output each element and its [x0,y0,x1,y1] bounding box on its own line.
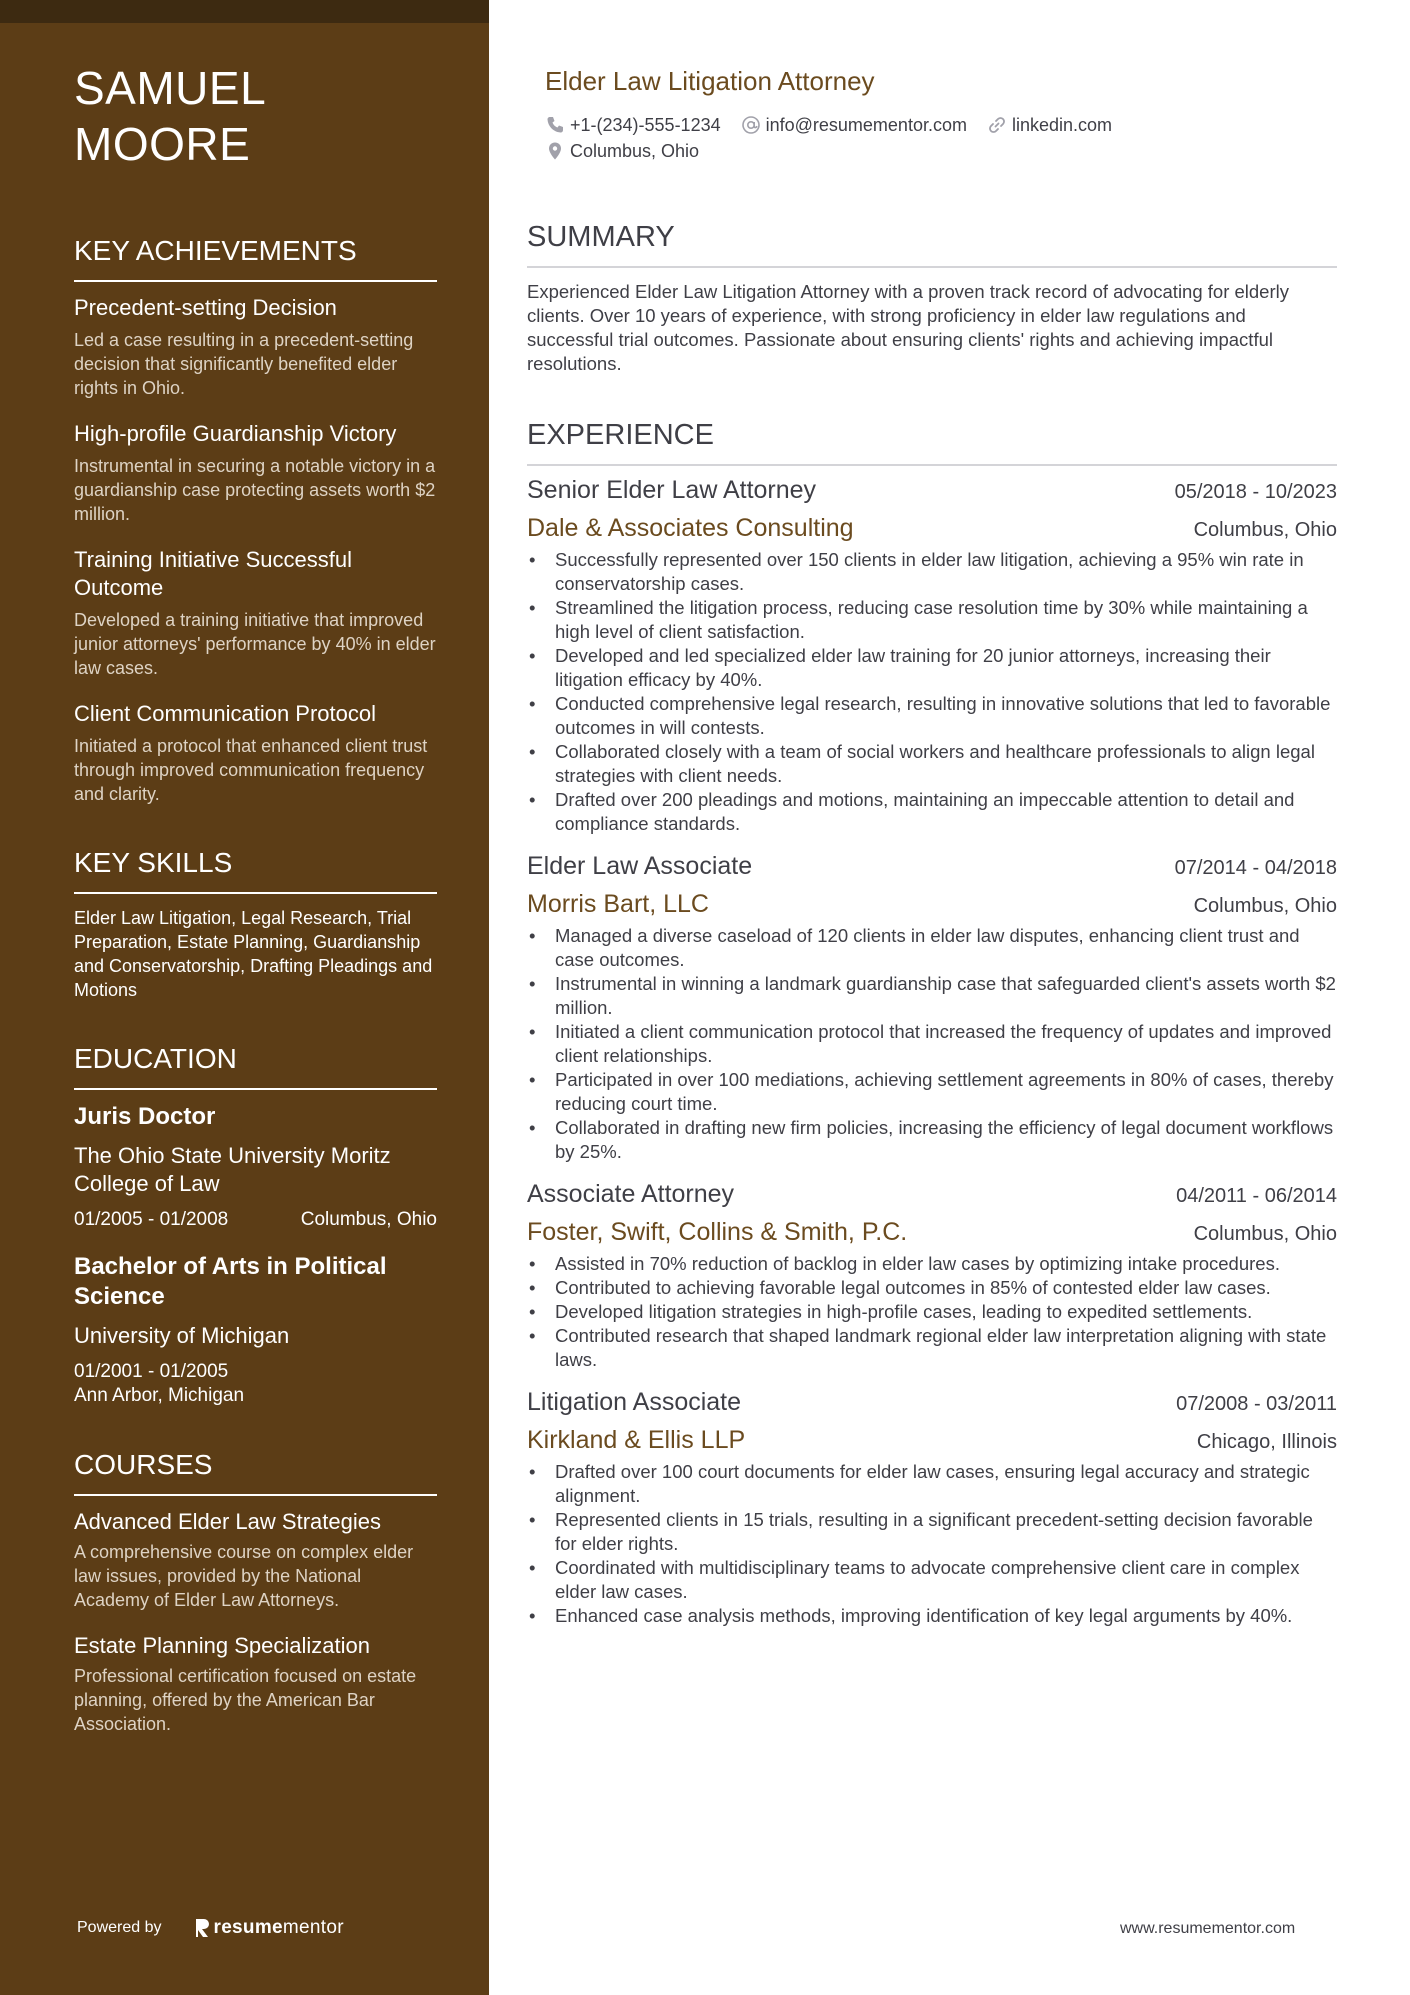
achievements-heading: KEY ACHIEVEMENTS [74,234,437,282]
job-header [527,1386,1337,1418]
job-dates: 07/2008 - 03/2011 [1176,1393,1337,1415]
main-content [527,220,1337,1628]
achievement-text: Developed a training initiative that improved junior attorneys' performance by 40% in elder law cases. [74,610,436,678]
summary-section [527,220,1337,376]
education-degree: Bachelor of Arts in Political Science [74,1253,387,1310]
job-subheader [527,1216,1337,1248]
achievement-title: Client Communication Protocol [74,701,377,726]
education-location: Ann Arbor, Michigan [74,1385,245,1406]
job-subheader [527,512,1337,544]
job-location: Columbus, Ohio [1193,519,1337,541]
job-bullet: • Assisted in 70% reduction of backlog in elder law cases by optimizing intake procedures. [527,1252,1337,1276]
job-bullet: • Conducted comprehensive legal research, resulting in innovative solutions that led to favorable outcomes in will contests. [527,692,1337,740]
experience-heading: EXPERIENCE [527,418,1337,466]
job-location: Columbus, Ohio [1193,895,1337,917]
phone-icon [545,115,565,135]
sidebar-top-bar [0,0,489,23]
summary-text: Experienced Elder Law Litigation Attorney with a proven track record of advocating for elderly clients. Over 10 years of experience, with strong proficiency in elder law regulations and successful trial outcomes. Passionate about ensuring clients' rights and achieving impactful resolutions. [527,281,1289,374]
job-bullet: • Initiated a client communication protocol that increased the frequency of updates and improved client relationships. [527,1020,1337,1068]
job-dates: 05/2018 - 10/2023 [1174,481,1337,503]
sidebar [0,0,489,1995]
achievement-item [74,546,437,680]
contact-row [545,112,1335,138]
job-entry [527,474,1337,836]
course-text: Professional certification focused on estate planning, offered by the American Bar Association. [74,1666,417,1734]
phone-text: +1-(234)-555-1234 [570,115,721,135]
job-subheader [527,1424,1337,1456]
achievement-item [74,294,437,400]
education-school: The Ohio State University Moritz College of Law [74,1143,391,1196]
job-role: Litigation Associate [527,1388,742,1416]
education-heading: EDUCATION [74,1042,437,1090]
courses-section [74,1448,437,1736]
job-location: Chicago, Illinois [1196,1431,1337,1453]
courses-heading: COURSES [74,1448,437,1496]
job-bullets [527,1460,1337,1628]
skills-heading: KEY SKILLS [74,846,437,894]
course-title: Advanced Elder Law Strategies [74,1509,381,1534]
course-text: A comprehensive course on complex elder law issues, provided by the National Academy of Elder Law Attorneys. [74,1542,414,1610]
education-item [74,1102,437,1232]
job-dates: 07/2014 - 04/2018 [1174,857,1337,879]
contact-row [545,138,1335,164]
contact-info [545,112,1335,164]
job-dates: 04/2011 - 06/2014 [1176,1185,1337,1207]
job-role: Senior Elder Law Attorney [527,476,817,504]
contact-email[interactable] [741,112,967,138]
job-bullet: • Developed and led specialized elder law training for 20 junior attorneys, increasing their litigation efficacy by 40%. [527,644,1337,692]
job-role: Elder Law Associate [527,852,753,880]
job-entry [527,1178,1337,1372]
achievement-text: Initiated a protocol that enhanced client trust through improved communication frequency and clarity. [74,736,428,804]
job-bullet: • Streamlined the litigation process, reducing case resolution time by 30% while maintaining a high level of client satisfaction. [527,596,1337,644]
summary-heading: SUMMARY [527,220,1337,268]
job-header [527,1178,1337,1210]
at-icon [741,115,761,135]
job-header [527,850,1337,882]
job-company: Foster, Swift, Collins & Smith, P.C. [527,1218,908,1246]
job-role: Associate Attorney [527,1180,735,1208]
achievement-title: Training Initiative Successful Outcome [74,547,352,600]
experience-section [527,418,1337,1628]
achievement-text: Led a case resulting in a precedent-setting decision that significantly benefited elder rights in Ohio. [74,330,414,398]
job-bullet: • Participated in over 100 mediations, achieving settlement agreements in 80% of cases, thereby reducing court time. [527,1068,1337,1116]
job-subheader [527,888,1337,920]
education-meta [74,1208,437,1232]
powered-by-label: Powered by [77,1919,162,1936]
job-company: Dale & Associates Consulting [527,514,854,542]
education-school: University of Michigan [74,1323,290,1348]
job-bullet: • Collaborated in drafting new firm policies, increasing the efficiency of legal document workflows by 25%. [527,1116,1337,1164]
job-bullet: • Enhanced case analysis methods, improving identification of key legal arguments by 40%. [527,1604,1337,1628]
job-company: Kirkland & Ellis LLP [527,1426,746,1454]
course-title: Estate Planning Specialization [74,1633,370,1658]
job-bullet: • Developed litigation strategies in high-profile cases, leading to expedited settlements. [527,1300,1337,1324]
resumementor-logo-icon [194,1918,210,1938]
job-bullets [527,548,1337,836]
sidebar-content [74,60,437,1736]
job-bullet: • Successfully represented over 150 clients in elder law litigation, achieving a 95% win rate in conservatorship cases. [527,548,1337,596]
contact-phone[interactable] [545,112,721,138]
job-bullets [527,924,1337,1164]
job-entry [527,850,1337,1164]
job-bullet: • Instrumental in winning a landmark guardianship case that safeguarded client's assets worth $2 million. [527,972,1337,1020]
achievement-text: Instrumental in securing a notable victory in a guardianship case protecting assets worth $2 million. [74,456,436,524]
job-bullet: • Drafted over 200 pleadings and motions, maintaining an impeccable attention to detail and compliance standards. [527,788,1337,836]
education-degree: Juris Doctor [74,1103,216,1130]
contact-location [545,138,699,164]
achievement-title: Precedent-setting Decision [74,295,337,320]
brand-name-light: mentor [282,1917,344,1938]
achievement-title: High-profile Guardianship Victory [74,421,397,446]
job-bullet: • Drafted over 100 court documents for elder law cases, ensuring legal accuracy and strategic alignment. [527,1460,1337,1508]
powered-by [77,1917,344,1939]
job-title: Elder Law Litigation Attorney [545,66,875,96]
job-location: Columbus, Ohio [1193,1223,1337,1245]
job-bullet: • Collaborated closely with a team of social workers and healthcare professionals to align legal strategies with client needs. [527,740,1337,788]
education-section [74,1042,437,1408]
location-text: Columbus, Ohio [570,141,700,161]
email-text: info@resumementor.com [765,115,967,135]
job-bullet: • Coordinated with multidisciplinary teams to advocate comprehensive client care in complex elder law cases. [527,1556,1337,1604]
education-dates: 01/2001 - 01/2005 [74,1361,229,1382]
contact-linkedin[interactable] [987,112,1112,138]
course-item [74,1632,437,1736]
education-location: Columbus, Ohio [300,1209,437,1230]
achievement-item [74,700,437,806]
job-bullets [527,1252,1337,1372]
job-bullet: • Contributed to achieving favorable legal outcomes in 85% of contested elder law cases. [527,1276,1337,1300]
skills-text: Elder Law Litigation, Legal Research, Trial Preparation, Estate Planning, Guardianship and Conservatorship, Drafting Pleadings and Motions [74,908,433,1000]
brand-name-bold: resume [213,1917,283,1938]
location-pin-icon [545,141,565,161]
candidate-name: SAMUEL MOORE [74,62,265,170]
skills-section [74,846,437,1002]
footer-website-link[interactable]: www.resumementor.com [1120,1920,1296,1937]
course-item [74,1508,437,1612]
linkedin-text: linkedin.com [1011,115,1113,135]
job-bullet: • Managed a diverse caseload of 120 clients in elder law disputes, enhancing client trust and case outcomes. [527,924,1337,972]
job-bullet: • Represented clients in 15 trials, resulting in a significant precedent-setting decision favorable for elder rights. [527,1508,1337,1556]
job-header [527,474,1337,506]
education-item [74,1252,437,1408]
job-bullet: • Contributed research that shaped landmark regional elder law interpretation aligning with state laws. [527,1324,1337,1372]
education-dates: 01/2005 - 01/2008 [74,1209,229,1230]
link-icon [987,115,1007,135]
achievements-section [74,234,437,806]
resumementor-logo[interactable] [194,1917,344,1939]
education-meta [74,1360,437,1408]
achievement-item [74,420,437,526]
job-company: Morris Bart, LLC [527,890,709,918]
job-entry [527,1386,1337,1628]
